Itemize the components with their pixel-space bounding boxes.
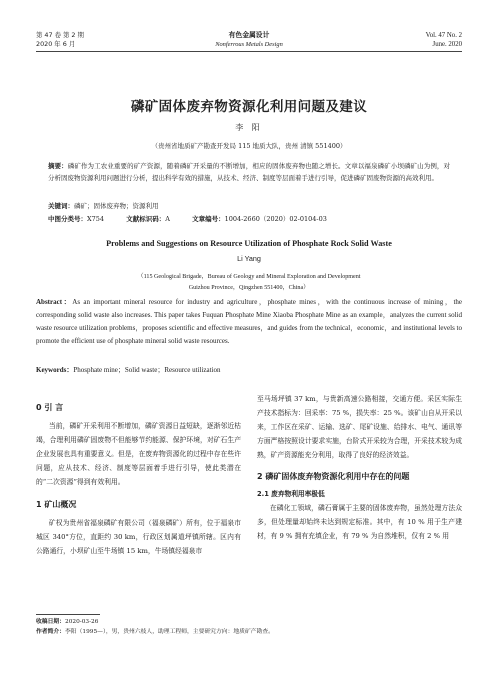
journal-volume (36, 31, 84, 49)
keywords-en (36, 364, 462, 377)
right-column-body: 至马场坪镇 37 km，与贵新高速公路相接，交通方便。采区实际生产技术指标为：回采率：75 %，损失率：25 %。该矿山自从开采以来，工作区在采矿、运输、选矿、尾矿设施、给排水、电气、通讯等方面严格按照设计要求实施，台阶式开采较为合理，开采技术较为成熟，矿产资源能充分利用，取得了良好的经济效益。 (257, 395, 462, 459)
footnote-rule (36, 614, 100, 615)
abstract-cn (48, 160, 450, 184)
abstract-en-text: As an important mineral resource for industry and agriculture，phosphate mines，with the continuous increase of mining，the corresponding solid waste also increases. This paper takes Fuquan Phosphate Mine Xiaoba Phosphate Mine as an example，analyzes the current solid waste resource utilization problems，proposes scientific and effective measures，and guides from the technical，economic，and institutional levels to promote the efficient use of phosphate mineral solid waste resources. (36, 298, 462, 345)
paper-title-en: Problems and Suggestions on Resource Utilization of Phosphate Rock Solid Waste (106, 239, 392, 248)
doc-code-value: A (165, 215, 170, 223)
keywords-en-text: Phosphate mine；Solid waste；Resource utilization (73, 366, 221, 374)
section1-body: 矿权为贵州省福泉磷矿有限公司（福泉磷矿）所有，位于福泉市城区 340°方位，直距约 30 km，行政区划属道坪镇所辖。区内有公路通行，小坝矿山至牛场镇 15 km，牛场镇经福泉市 (36, 519, 241, 555)
article-number-label: 文章编号： (192, 215, 225, 223)
author-bio-value: 李阳（1995—），男，贵州六枝人，助理工程师，主要研究方向：地质矿产勘查。 (65, 629, 274, 635)
journal-volume-line: 第 47 卷 第 2 期 (36, 31, 84, 39)
journal-date-line: 2020 年 6 月 (36, 40, 76, 48)
abstract-cn-label: 摘要： (48, 162, 68, 170)
footnote (36, 617, 462, 637)
section2-heading: 2 磷矿固体废弃物资源化利用中存在的问题 (257, 472, 410, 481)
keywords-cn-label: 关键词： (48, 202, 74, 210)
author-bio-label: 作者简介： (36, 629, 65, 635)
author-name-en: Li Yang (237, 254, 261, 263)
received-value: 2020-03-26 (65, 619, 99, 625)
journal-name (186, 31, 312, 49)
classification-line (48, 213, 450, 225)
doc-code-label: 文献标识码： (126, 215, 166, 223)
abstract-en-label: Abstract： (36, 298, 73, 306)
clc-label: 中图分类号： (48, 215, 87, 223)
abstract-en (36, 296, 462, 348)
article-number-value: 1004-2660（2020）02-0104-03 (224, 215, 327, 223)
section0-heading: 0 引 言 (36, 403, 64, 412)
clc-value: X754 (87, 215, 105, 223)
received-date (36, 617, 462, 627)
section0-body: 当前，磷矿开采利用不断增加，磷矿资源日益短缺，逐渐邻近枯竭，合理利用磷矿固废物不但能够节约能源、保护环境，对矿石生产企业发展也具有重要意义。但是，在废弃物资源化的过程中存在些许问题，应从技术、经济、制度等层面着手进行引导，使此类潜在的“二次资源”得到有效利用。 (36, 422, 241, 486)
journal-issue (426, 31, 462, 49)
section2-1-body: 在磷化工领域，磷石膏属于主要的固体废弃物，虽然处理方法众多，但处理量却始终未达到规定标准。其中，有 10 % 用于生产建材，有 9 % 拥有充填企业，有 79 % 为自然堆积，仅有 2 % 用 (257, 504, 462, 540)
author-bio (36, 627, 462, 637)
keywords-cn-text: 磷矿；固体废弃物；资源利用 (74, 202, 159, 210)
journal-issue-line: Vol. 47 No. 2 (425, 32, 462, 39)
paper-title-cn: 磷矿固体废弃物资源化利用问题及建议 (130, 99, 368, 115)
journal-issue-date: June. 2020 (432, 41, 462, 48)
affiliation-en-line1: （115 Geological Brigade，Bureau of Geology and Mineral Exploration and Development (137, 274, 361, 280)
right-column (257, 392, 462, 543)
header-rule (36, 51, 462, 52)
abstract-cn-text: 磷矿作为工农业重要的矿产资源，随着磷矿开采量的不断增加，相应的固体废弃物也随之增长。文章以福泉磷矿小坝磷矿山为例，对分析固废物资源利用问题进行分析，提出科学有效的措施，从技术、经济、制度等层面着手进行引导，促进磷矿固废物资源的高效利用。 (48, 162, 451, 183)
keywords-en-label: Keywords： (36, 366, 74, 374)
section1-heading: 1 矿山概况 (36, 500, 77, 509)
received-label: 收稿日期： (36, 619, 65, 625)
journal-name-en: Nonferrous Metals Design (215, 41, 283, 48)
affiliation-en-line2: Guizhou Province，Qingzhen 551400，China） (188, 285, 310, 291)
section2-1-heading: 2.1 废弃物利用率极低 (257, 490, 325, 498)
author-name-cn: 李 阳 (235, 123, 263, 132)
keywords-cn (48, 200, 450, 212)
journal-name-cn: 有色金属设计 (228, 31, 270, 39)
left-column (36, 401, 241, 558)
affiliation-cn: （贵州省地质矿产勘查开发局 115 地质大队，贵州 清镇 551400） (151, 142, 347, 150)
